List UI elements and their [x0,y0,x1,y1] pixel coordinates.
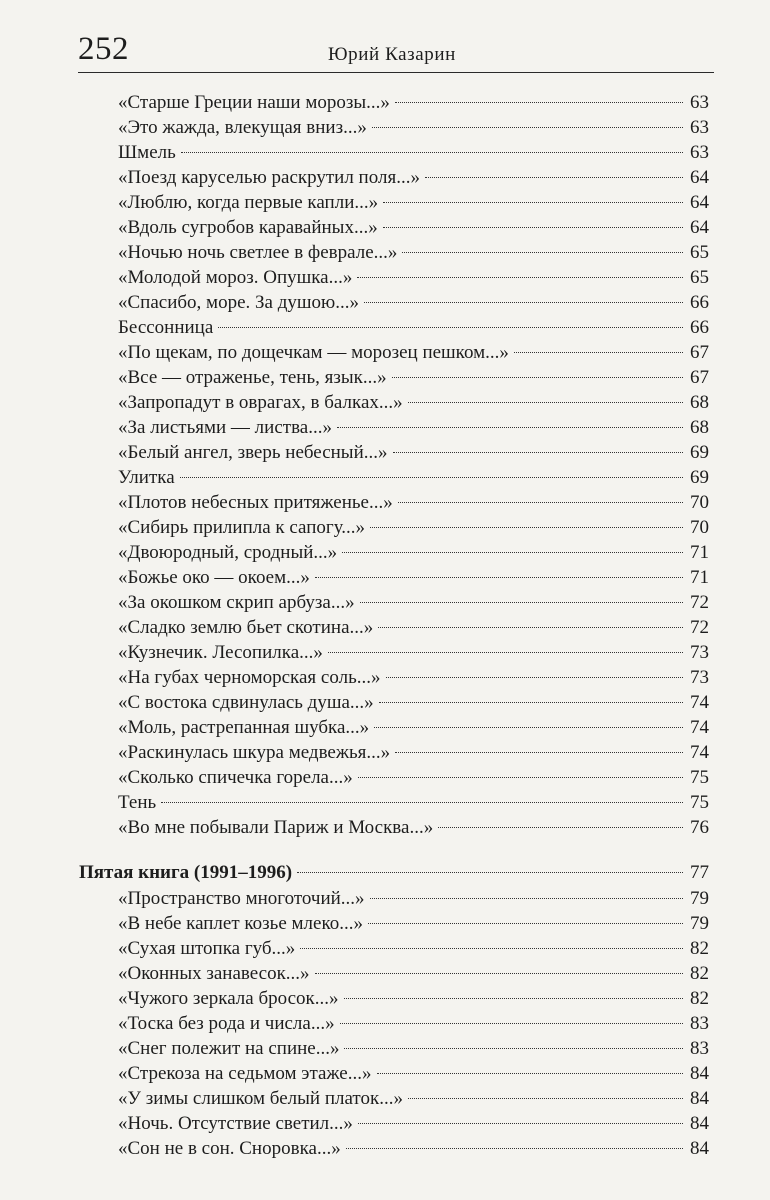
toc-entry-page: 82 [690,988,709,1009]
dot-leader [392,377,683,378]
toc-entry-title: «Ночь. Отсутствие светил...» [118,1113,353,1134]
toc-entry-page: 74 [690,692,709,713]
dot-leader [379,702,683,703]
toc-entry [118,141,709,165]
dot-leader [370,898,683,899]
dot-leader [315,577,683,578]
toc-entry-title: Тень [118,792,157,813]
dot-leader [372,127,683,128]
toc-entry-page: 67 [690,367,709,388]
toc-entry-title: «В небе каплет козье млеко...» [118,913,363,934]
toc-entry-page: 75 [690,767,709,788]
dot-leader [408,402,683,403]
dot-leader [398,502,683,503]
toc-entry-title: «Поезд каруселью раскрутил поля...» [118,167,420,188]
dot-leader [383,202,683,203]
dot-leader [315,973,683,974]
page-number: 252 [78,31,129,67]
dot-leader [344,1048,683,1049]
dot-leader [340,1023,683,1024]
toc-entry-page: 82 [690,963,709,984]
toc-entry-title: «Во мне побывали Париж и Москва...» [118,817,434,838]
dot-leader [297,872,683,873]
dot-leader [300,948,683,949]
toc-entry-title: «По щекам, по дощечкам — морозец пешком...» [118,342,509,363]
toc-entry-page: 65 [690,242,709,263]
toc-entry-title: «Двоюродный, сродный...» [118,542,338,563]
toc-entry [118,166,709,190]
toc-entry [118,516,709,540]
dot-leader [358,777,683,778]
toc-entry [118,937,709,961]
toc-entry [118,316,709,340]
toc-section-page: 77 [690,862,709,883]
toc-entry-page: 84 [690,1063,709,1084]
toc-entry-title: «Сладко землю бьет скотина...» [118,617,374,638]
toc-entry [118,416,709,440]
toc-entry-title: «Тоска без рода и числа...» [118,1013,335,1034]
dot-leader [364,302,683,303]
toc-entry-title: «Сколько спичечка горела...» [118,767,353,788]
dot-leader [393,452,684,453]
toc-entry [118,116,709,140]
toc-entry-title: «На губах черноморская соль...» [118,667,381,688]
toc-entry-title: «Спасибо, море. За душою...» [118,292,359,313]
toc-entry [118,616,709,640]
toc-entry [118,666,709,690]
dot-leader [328,652,683,653]
dot-leader [514,352,683,353]
toc-entry-page: 76 [690,817,709,838]
toc-entry-page: 68 [690,392,709,413]
toc-entry-title: Бессонница [118,317,214,338]
toc-entry-page: 64 [690,217,709,238]
toc-entry [118,191,709,215]
toc-entry [118,766,709,790]
toc-entry [118,266,709,290]
toc-entry-page: 63 [690,142,709,163]
toc-section-heading [79,861,709,885]
toc-entry-title: «С востока сдвинулась душа...» [118,692,374,713]
toc-entry-page: 69 [690,442,709,463]
toc-entry-title: «Снег полежит на спине...» [118,1038,340,1059]
toc-entry-page: 66 [690,292,709,313]
toc-entry [118,241,709,265]
dot-leader [378,627,683,628]
dot-leader [346,1148,683,1149]
toc-entry-title: «Ночью ночь светлее в феврале...» [118,242,398,263]
toc-entry [118,1012,709,1036]
toc-entry [118,1137,709,1161]
toc-entry-title: «Старше Греции наши морозы...» [118,92,390,113]
toc-entry-title: «Запропадут в оврагах, в балках...» [118,392,403,413]
toc-entry-title: «Сон не в сон. Сноровка...» [118,1138,341,1159]
toc-entry-page: 63 [690,92,709,113]
dot-leader [368,923,683,924]
toc-entry-page: 75 [690,792,709,813]
toc-entry-title: «Это жажда, влекущая вниз...» [118,117,367,138]
dot-leader [357,277,683,278]
toc-entry-page: 63 [690,117,709,138]
toc-entry-title: «Божье око — окоем...» [118,567,310,588]
toc-entry-title: «Вдоль сугробов каравайных...» [118,217,378,238]
toc-entry-page: 65 [690,267,709,288]
toc-entry-page: 71 [690,542,709,563]
toc-entry-title: «Пространство многоточий...» [118,888,365,909]
toc-entry-page: 72 [690,617,709,638]
toc-entry-page: 84 [690,1113,709,1134]
dot-leader [386,677,684,678]
toc-entry-title: «Люблю, когда первые капли...» [118,192,379,213]
toc-entry-page: 84 [690,1138,709,1159]
toc-entry-title: «Все — отраженье, тень, язык...» [118,367,387,388]
dot-leader [395,752,683,753]
toc-section-title: Пятая книга (1991–1996) [79,862,293,883]
toc-entry-page: 67 [690,342,709,363]
toc-entry-title: Улитка [118,467,175,488]
page-header [78,30,714,73]
toc-entry-page: 83 [690,1013,709,1034]
toc-entry [118,741,709,765]
toc-entry [118,791,709,815]
toc-entry [118,391,709,415]
dot-leader [360,602,683,603]
dot-leader [395,102,683,103]
dot-leader [408,1098,683,1099]
toc-entry-title: «Молодой мороз. Опушка...» [118,267,353,288]
dot-leader [383,227,683,228]
toc-entry-title: «За листьями — листва...» [118,417,332,438]
dot-leader [181,152,683,153]
dot-leader [374,727,683,728]
toc-entry [118,366,709,390]
toc-entry-title: «За окошком скрип арбуза...» [118,592,355,613]
toc-entry [118,341,709,365]
dot-leader [402,252,683,253]
toc-entry [118,1112,709,1136]
toc-entry [118,1087,709,1111]
toc-entry-page: 66 [690,317,709,338]
dot-leader [438,827,683,828]
toc-entry [118,466,709,490]
toc-entry-page: 73 [690,642,709,663]
toc-entry [118,216,709,240]
toc-entry-title: «Оконных занавесок...» [118,963,310,984]
toc-entry-title: «Чужого зеркала бросок...» [118,988,339,1009]
toc-entry-title: «Кузнечик. Лесопилка...» [118,642,323,663]
toc-entry [118,912,709,936]
toc-entry [118,291,709,315]
toc-entry [118,641,709,665]
dot-leader [180,477,683,478]
toc-entry [118,1037,709,1061]
toc-entry-title: «Сухая штопка губ...» [118,938,296,959]
toc-entry-page: 79 [690,913,709,934]
dot-leader [218,327,683,328]
toc-entry [118,566,709,590]
toc-entry-page: 84 [690,1088,709,1109]
toc-entry [118,716,709,740]
toc-entry-page: 82 [690,938,709,959]
toc-entry-title: «Сибирь прилипла к сапогу...» [118,517,366,538]
dot-leader [337,427,683,428]
toc-entry-title: «Раскинулась шкура медвежья...» [118,742,391,763]
running-head: Юрий Казарин [328,44,456,65]
toc-entry-title: Шмель [118,142,176,163]
toc-entry-page: 68 [690,417,709,438]
dot-leader [377,1073,684,1074]
toc-entry [118,691,709,715]
toc-entry-page: 72 [690,592,709,613]
toc-entry-page: 83 [690,1038,709,1059]
toc-entry [118,541,709,565]
dot-leader [161,802,683,803]
toc-entry [118,887,709,911]
toc-entry-page: 74 [690,742,709,763]
toc-entry-title: «Белый ангел, зверь небесный...» [118,442,388,463]
toc-entry-title: «Плотов небесных притяженье...» [118,492,393,513]
toc-entry [118,1062,709,1086]
toc-entry-title: «Стрекоза на седьмом этаже...» [118,1063,372,1084]
dot-leader [342,552,683,553]
dot-leader [425,177,683,178]
toc-entry-title: «У зимы слишком белый платок...» [118,1088,403,1109]
toc-entry-title: «Моль, растрепанная шубка...» [118,717,370,738]
toc-entry [118,491,709,515]
toc-entry [118,591,709,615]
dot-leader [344,998,683,999]
toc-entry [118,91,709,115]
toc-entry [118,987,709,1011]
toc-entry-page: 73 [690,667,709,688]
toc-entry-page: 69 [690,467,709,488]
toc-entry-page: 71 [690,567,709,588]
toc-entry [118,441,709,465]
toc-entry [118,816,709,840]
dot-leader [358,1123,683,1124]
toc-entry-page: 70 [690,517,709,538]
toc-entry-page: 64 [690,192,709,213]
toc-entry [118,962,709,986]
toc-entry-page: 79 [690,888,709,909]
dot-leader [370,527,683,528]
toc-entry-page: 70 [690,492,709,513]
toc-entry-page: 74 [690,717,709,738]
toc-entry-page: 64 [690,167,709,188]
